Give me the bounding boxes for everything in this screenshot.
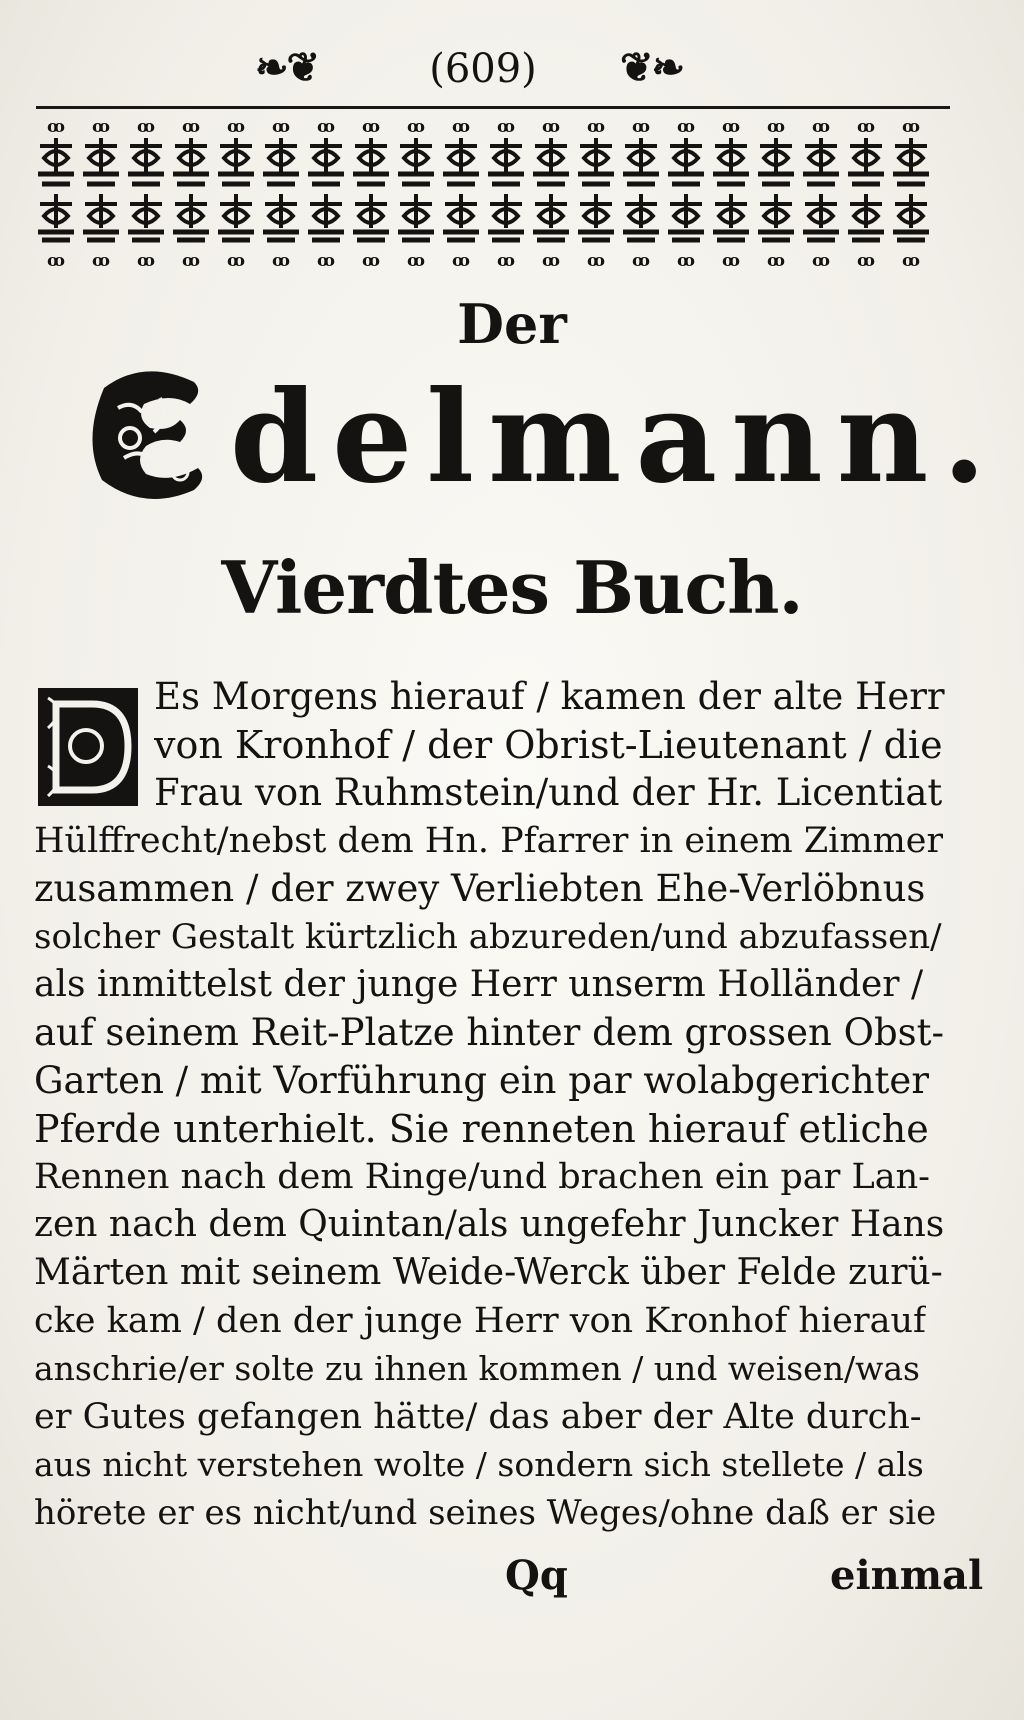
text-line: er Gutes gefangen hätte/ das aber der Alte durch-: [34, 1397, 922, 1437]
text-line: Pferde unterhielt. Sie renneten hierauf etliche: [34, 1107, 929, 1151]
book-heading: Vierdtes Buch.: [221, 545, 803, 630]
text-line: Frau von Ruhmstein/und der Hr. Licentiat: [154, 771, 943, 814]
text-line: Hülffrecht/nebst dem Hn. Pfarrer in einem Zimmer: [34, 821, 944, 861]
text-line: Es Morgens hierauf / kamen der alte Herr: [154, 675, 945, 718]
text-line: Rennen nach dem Ringe/und brachen ein par Lan-: [34, 1157, 930, 1197]
text-line: aus nicht verstehen wolte / sondern sich stellete / als: [34, 1445, 924, 1484]
text-line: hörete er es nicht/und seines Weges/ohne daß er sie: [34, 1493, 937, 1533]
title-word: delmann.: [230, 363, 1001, 511]
text-line: anschrie/er solte zu ihnen kommen / und weisen/was: [34, 1349, 920, 1388]
text-line: Märten mit seinem Weide-Werck über Felde zurü-: [34, 1252, 943, 1293]
heading-der: Der: [457, 292, 567, 356]
text-line: als inmittelst der junge Herr unserm Holländer /: [34, 964, 924, 1005]
text-line: auf seinem Reit-Platze hinter dem grossen Obst-: [34, 1011, 945, 1054]
text-line: von Kronhof / der Obrist-Lieutenant / die: [154, 723, 943, 767]
header-rule: [36, 106, 950, 109]
ornamental-initial-d-icon: [34, 682, 144, 812]
fleuron-right-icon: ❦❧: [620, 44, 684, 91]
fleuron-left-icon: ❧❦: [255, 44, 319, 91]
ornamental-initial-e-icon: [90, 368, 220, 508]
page-number: (609): [429, 46, 537, 92]
text-line: zusammen / der zwey Verliebten Ehe-Verlöbnus: [34, 867, 926, 910]
running-head: [0, 44, 1024, 104]
signature-mark: Qq: [505, 1552, 568, 1599]
text-line: zen nach dem Quintan/als ungefehr Juncker Hans: [34, 1204, 945, 1245]
text-line: solcher Gestalt kürtzlich abzureden/und abzufassen/: [34, 917, 942, 957]
heading-title: [90, 363, 1001, 518]
ornamental-border-icon: [34, 112, 946, 270]
text-line: cke kam / den der junge Herr von Kronhof hierauf: [34, 1301, 926, 1341]
text-line: Garten / mit Vorführung ein par wolabgerichter: [34, 1059, 930, 1102]
catchword: einmal: [830, 1552, 984, 1599]
